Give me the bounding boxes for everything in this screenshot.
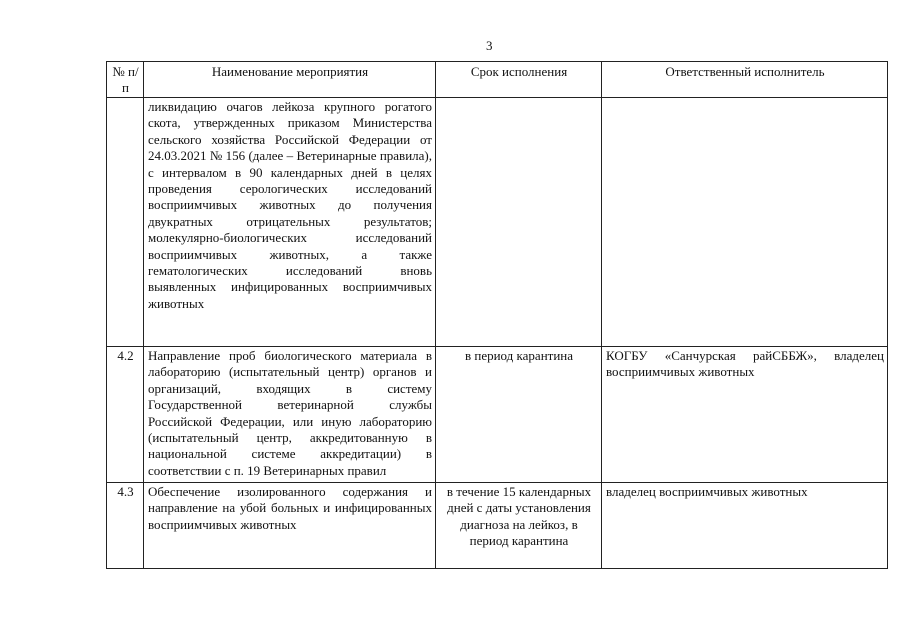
page-number: 3 xyxy=(486,38,493,53)
row-name: Обеспечение изолированного содержания и направление на убой больных и инфицированных восприимчивых животных xyxy=(144,483,436,569)
row-term xyxy=(436,98,602,347)
row-num: 4.3 xyxy=(107,483,144,569)
row-num xyxy=(107,98,144,347)
row-term: в течение 15 календарных дней с даты установления диагноза на лейкоз, в период карантина xyxy=(436,483,602,569)
row-term: в период карантина xyxy=(436,347,602,483)
row-name: ликвидацию очагов лейкоза крупного рогатого скота, утвержденных приказом Министерства сельского хозяйства Российской Федерации от 24.03.2021 № 156 (далее – Ветеринарные правила), с интервалом в 90 календарных дней в целях проведения серологических исследований восприимчивых животных до получения двукратных отрицательных результатов; молекулярно-биологических исследований восприимчивых животных, а также гематологических исследований вновь выявленных инфицированных восприимчивых животных xyxy=(144,98,436,347)
table-row xyxy=(107,347,888,483)
table-row xyxy=(107,483,888,569)
header-num: № п/п xyxy=(107,62,144,98)
table-header-row xyxy=(107,62,888,98)
row-num: 4.2 xyxy=(107,347,144,483)
header-term: Срок исполнения xyxy=(436,62,602,98)
measures-table xyxy=(106,61,888,569)
header-responsible: Ответственный исполнитель xyxy=(602,62,888,98)
row-responsible: КОГБУ «Санчурская райСББЖ», владелец восприимчивых животных xyxy=(602,347,888,483)
header-name: Наименование мероприятия xyxy=(144,62,436,98)
row-responsible: владелец восприимчивых животных xyxy=(602,483,888,569)
row-responsible xyxy=(602,98,888,347)
table-row xyxy=(107,98,888,347)
row-name: Направление проб биологического материала в лабораторию (испытательный центр) органов и организаций, входящих в систему Государственной ветеринарной службы Российской Федерации, или иную лабораторию (испытательный центр, аккредитованную в национальной системе аккредитации) в соответствии с п. 19 Ветеринарных правил xyxy=(144,347,436,483)
